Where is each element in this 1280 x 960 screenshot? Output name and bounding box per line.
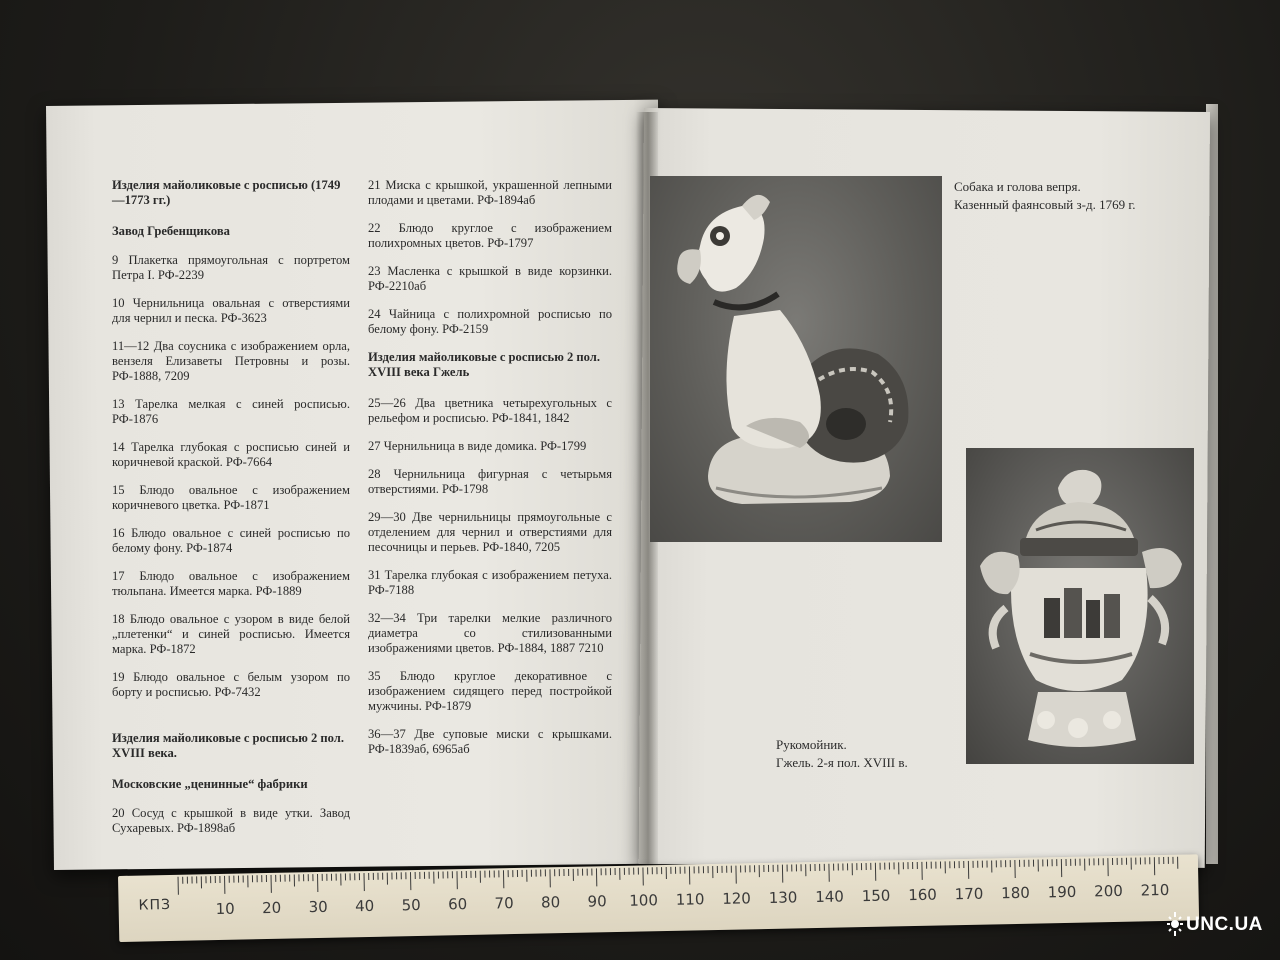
- caption-washstand-title: Рукомойник.: [776, 737, 847, 752]
- ruler-label: 80: [540, 893, 561, 912]
- catalog-entry: 20 Сосуд с крышкой в виде утки. Завод Сухаревых. РФ-1898аб: [112, 806, 350, 835]
- catalog-entry: 28 Чернильница фигурная с четырьмя отверстиями. РФ-1798: [368, 467, 612, 496]
- section-heading-1: Изделия майоликовые с росписью (1749—1773 гг.): [112, 178, 341, 207]
- ruler-label: 20: [261, 898, 282, 918]
- watermark-sun-icon: [1166, 910, 1184, 938]
- ruler-label: 120: [722, 889, 752, 908]
- left-column-2: [368, 178, 612, 770]
- ruler-label: 180: [1001, 883, 1031, 903]
- catalog-entry: 22 Блюдо круглое с изображением полихромных цветов. РФ-1797: [368, 221, 612, 250]
- ruler-label: 150: [861, 886, 891, 906]
- catalog-entry: 10 Чернильница овальная с отверстиями для чернил и песка. РФ-3623: [112, 296, 350, 325]
- ruler-label: 160: [908, 885, 938, 905]
- ruler-label: 90: [587, 892, 607, 911]
- catalog-entry: 36—37 Две суповые миски с крышками. РФ-1839аб, 6965аб: [368, 727, 612, 756]
- ruler-label: 170: [954, 884, 984, 904]
- catalog-entry: 32—34 Три тарелки мелкие различного диаметра со стилизованными изображениями цветов. РФ-1884, 1887 7210: [368, 611, 612, 655]
- ruler-label: 140: [815, 887, 845, 907]
- ruler-label: 40: [354, 896, 375, 916]
- watermark: [1166, 900, 1276, 950]
- catalog-entry: 17 Блюдо овальное с изображением тюльпана. Имеется марка. РФ-1889: [112, 569, 350, 598]
- catalog-entry: 25—26 Два цветника четырехугольных с рельефом и росписью. РФ-1841, 1842: [368, 396, 612, 425]
- catalog-entry: 11—12 Два соусника с изображением орла, вензеля Елизаветы Петровны и розы. РФ-1888, 7209: [112, 339, 350, 383]
- catalog-entry: 15 Блюдо овальное с изображением коричневого цветка. РФ-1871: [112, 483, 350, 512]
- caption-dog-origin: Казенный фаянсовый з-д. 1769 г.: [954, 197, 1136, 212]
- ruler-label: 200: [1094, 881, 1124, 901]
- catalog-entry: 13 Тарелка мелкая с синей росписью. РФ-1876: [112, 397, 350, 426]
- ruler-label: 30: [308, 897, 328, 917]
- catalog-entry: 27 Чернильница в виде домика. РФ-1799: [368, 439, 587, 453]
- catalog-entry: 18 Блюдо овальное с узором в виде белой „плетенки“ и синей росписью. Имеется марка. РФ-1872: [112, 612, 350, 656]
- catalog-entry: 16 Блюдо овальное с синей росписью по белому фону. РФ-1874: [112, 526, 350, 555]
- ruler-label: 100: [629, 891, 659, 910]
- ruler-label: 50: [401, 895, 421, 915]
- section-heading-2: Изделия майоликовые с росписью 2 пол. XVIII века.: [112, 731, 345, 760]
- caption-dog-figurine: [954, 178, 1204, 214]
- section-heading-3: Изделия майоликовые с росписью 2 пол. XVIII века Гжель: [368, 350, 601, 379]
- washstand-illustration: [966, 448, 1194, 764]
- ruler-label: 60: [447, 894, 468, 914]
- photo-washstand-jug: [966, 448, 1194, 764]
- ruler-label: 210: [1140, 880, 1170, 900]
- photo-dog-and-boar-figurine: [650, 176, 942, 542]
- factory-heading-1: Завод Гребенщикова: [112, 224, 230, 238]
- left-column-1: [112, 178, 350, 849]
- ruler-label: 70: [494, 894, 514, 913]
- watermark-text: UNC.UA: [1186, 914, 1263, 935]
- ruler-label: 190: [1047, 882, 1077, 902]
- catalog-entry: 19 Блюдо овальное с белым узором по борту и росписью. РФ-7432: [112, 670, 350, 699]
- ruler-label: 10: [215, 899, 235, 919]
- catalog-entry: 9 Плакетка прямоугольная с портретом Петра I. РФ-2239: [112, 253, 350, 282]
- catalog-entry: 14 Тарелка глубокая с росписью синей и коричневой краской. РФ-7664: [112, 440, 350, 469]
- ruler-label: 130: [768, 888, 798, 907]
- ruler-brand: КПЗ: [138, 896, 172, 914]
- ruler-label: 110: [675, 890, 705, 909]
- catalog-entry: 23 Масленка с крышкой в виде корзинки. РФ-2210аб: [368, 264, 612, 293]
- catalog-entry: 35 Блюдо круглое декоративное с изображением сидящего перед постройкой мужчины. РФ-1879: [368, 669, 612, 713]
- catalog-entry: 29—30 Две чернильницы прямоугольные с отделением для чернил и отверстиями для песочницы и перьев. РФ-1840, 7205: [368, 510, 612, 554]
- caption-washstand: [776, 736, 956, 772]
- catalog-entry: 31 Тарелка глубокая с изображением петуха. РФ-7188: [368, 568, 612, 597]
- catalog-entry: 24 Чайница с полихромной росписью по белому фону. РФ-2159: [368, 307, 612, 336]
- catalog-entry: 21 Миска с крышкой, украшенной лепными плодами и цветами. РФ-1894аб: [368, 178, 612, 207]
- caption-washstand-origin: Гжель. 2-я пол. XVIII в.: [776, 755, 908, 770]
- dog-figurine-illustration: [650, 176, 942, 542]
- factory-heading-2: Московские „ценинные“ фабрики: [112, 777, 308, 791]
- caption-dog-title: Собака и голова вепря.: [954, 179, 1081, 194]
